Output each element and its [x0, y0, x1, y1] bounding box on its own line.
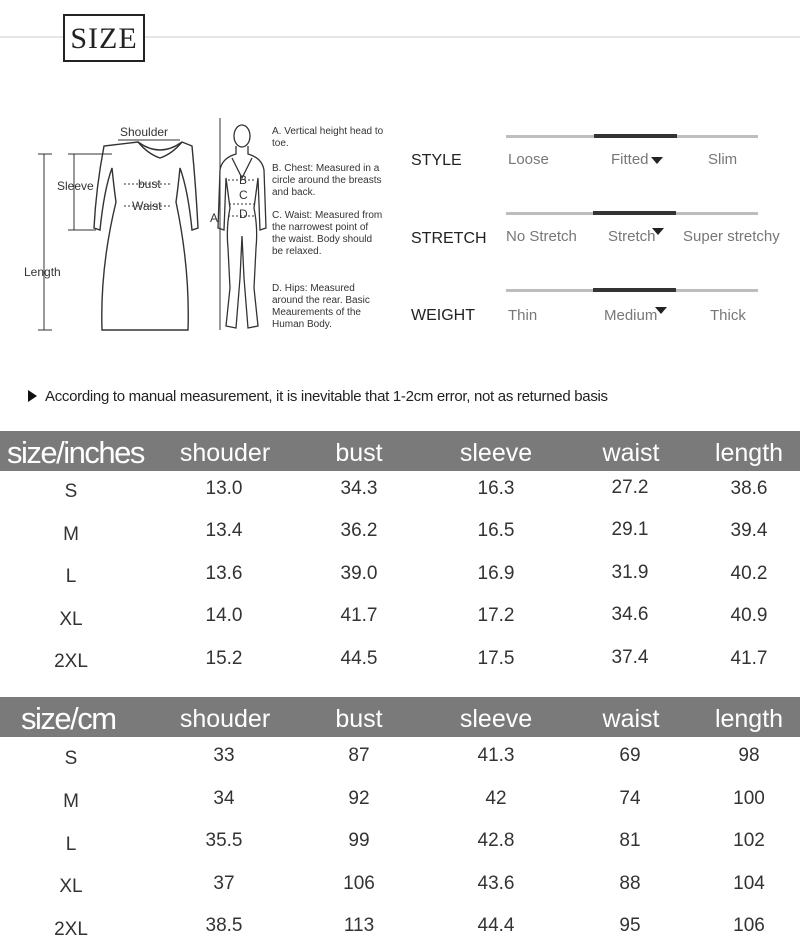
table-cell: 42.8 [477, 830, 515, 851]
definition-b: B. Chest: Measured in a circle around the breasts and back. [272, 163, 382, 198]
selected-caret-icon [652, 228, 664, 235]
table-cell: 113 [343, 915, 375, 936]
table-cell: 13.0 [205, 478, 243, 499]
table-cell: 17.5 [477, 648, 515, 669]
style-seg-1 [506, 135, 594, 138]
table-cell: 16.3 [477, 478, 515, 499]
table-cell: 43.6 [477, 873, 515, 894]
header-cell: waist [602, 705, 660, 733]
stretch-option-stretch: Stretch [608, 228, 664, 245]
stretch-option-none: No Stretch [506, 228, 577, 245]
table-cell: L [65, 566, 77, 587]
selected-caret-icon [651, 157, 663, 164]
weight-seg-3 [676, 289, 758, 292]
stretch-option-super: Super stretchy [683, 228, 780, 245]
table-cell: 38.5 [205, 915, 243, 936]
style-seg-3 [677, 135, 758, 138]
table-cell: 13.4 [205, 520, 243, 541]
table-cell: 17.2 [477, 605, 515, 626]
body-illustration [218, 125, 266, 328]
waist-label: Waist [132, 199, 162, 213]
header-cell: shouder [179, 705, 271, 733]
header-cell: bust [335, 439, 383, 467]
table-cell: 29.1 [611, 519, 649, 540]
triangle-bullet-icon [28, 390, 37, 402]
table-cell: 74 [619, 788, 641, 809]
table-cell: 34.3 [340, 478, 378, 499]
style-seg-2 [594, 134, 677, 138]
header-cell: size/cm [21, 701, 116, 736]
table-cell: 99 [348, 830, 370, 851]
table-cell: 92 [348, 788, 370, 809]
marker-d: D [239, 207, 248, 221]
table-cell: 35.5 [205, 830, 243, 851]
table-cell: 106 [733, 915, 765, 936]
table-cell: 102 [733, 830, 765, 851]
table-cell: 38.6 [730, 478, 768, 499]
weight-option-medium: Medium [604, 307, 667, 324]
stretch-label: STRETCH [411, 230, 487, 247]
header-cell: length [714, 705, 784, 733]
table-cell: 98 [738, 745, 760, 766]
table-cell: 37 [213, 873, 235, 894]
table-cell: M [63, 791, 79, 812]
table-cell: 13.6 [205, 563, 243, 584]
table-cell: 87 [348, 745, 370, 766]
table-cell: 27.2 [611, 477, 649, 498]
table-cell: S [64, 748, 78, 769]
definition-c: C. Waist: Measured from the narrowest point of the waist. Body should be relaxed. [272, 210, 383, 257]
header-cell: length [714, 439, 784, 467]
style-option-slim: Slim [708, 151, 738, 168]
table-cell: 106 [343, 873, 375, 894]
weight-seg-1 [506, 289, 593, 292]
table-cell: 88 [619, 873, 641, 894]
table-cell: 41.7 [340, 605, 378, 626]
length-label: Length [24, 265, 61, 279]
table-cell: 31.9 [611, 562, 649, 583]
table-cell: S [64, 481, 78, 502]
table-cell: 2XL [54, 919, 88, 940]
inches-table-header [0, 431, 800, 471]
table-cell: XL [59, 609, 83, 630]
table-cell: 40.2 [730, 563, 768, 584]
bust-label: bust [138, 177, 161, 191]
table-cell: 39.0 [340, 563, 378, 584]
table-cell: 2XL [54, 651, 88, 672]
header-cell: sleeve [459, 439, 533, 467]
definition-a: A. Vertical height head to toe. [272, 126, 384, 149]
table-cell: 39.4 [730, 520, 768, 541]
marker-a: A [210, 211, 219, 225]
header-cell: sleeve [459, 705, 533, 733]
table-cell: 44.4 [477, 915, 515, 936]
table-cell: 41.3 [477, 745, 515, 766]
style-label: STYLE [411, 152, 462, 169]
weight-label: WEIGHT [411, 307, 475, 324]
header-cell: shouder [179, 439, 271, 467]
table-cell: 34 [213, 788, 235, 809]
table-cell: L [65, 834, 77, 855]
dress-illustration [94, 142, 198, 330]
style-option-fitted: Fitted [611, 151, 663, 168]
table-cell: XL [59, 876, 83, 897]
table-cell: 95 [619, 915, 641, 936]
table-cell: 16.5 [477, 520, 515, 541]
marker-c: C [239, 188, 248, 202]
table-cell: 34.6 [611, 604, 649, 625]
marker-b: B [239, 173, 248, 187]
stretch-seg-3 [676, 212, 758, 215]
table-cell: M [63, 524, 79, 545]
style-option-loose: Loose [508, 151, 549, 168]
weight-seg-2 [593, 288, 676, 292]
table-cell: 69 [619, 745, 641, 766]
weight-option-thin: Thin [508, 307, 538, 324]
table-cell: 14.0 [205, 605, 243, 626]
table-cell: 104 [733, 873, 765, 894]
stretch-seg-2 [593, 211, 676, 215]
weight-option-thick: Thick [710, 307, 746, 324]
table-cell: 36.2 [340, 520, 378, 541]
sleeve-label: Sleeve [57, 179, 94, 193]
cm-table-header [0, 697, 800, 737]
measurement-note: According to manual measurement, it is inevitable that 1-2cm error, not as returned basis [28, 388, 608, 405]
header-cell: waist [602, 439, 660, 467]
table-cell: 40.9 [730, 605, 768, 626]
header-cell: size/inches [7, 435, 144, 470]
table-cell: 15.2 [205, 648, 243, 669]
definition-d: D. Hips: Measured around the rear. Basic Meaurements of the Human Body. [272, 283, 370, 330]
table-cell: 33 [213, 745, 235, 766]
table-cell: 81 [619, 830, 641, 851]
table-cell: 100 [733, 788, 765, 809]
shoulder-label: Shoulder [120, 125, 169, 139]
selected-caret-icon [655, 307, 667, 314]
table-cell: 16.9 [477, 563, 515, 584]
table-cell: 41.7 [730, 648, 768, 669]
table-cell: 37.4 [611, 647, 649, 668]
page-title: SIZE [63, 14, 145, 62]
table-cell: 44.5 [340, 648, 378, 669]
table-cell: 42 [485, 788, 507, 809]
stretch-seg-1 [506, 212, 593, 215]
header-cell: bust [335, 705, 383, 733]
